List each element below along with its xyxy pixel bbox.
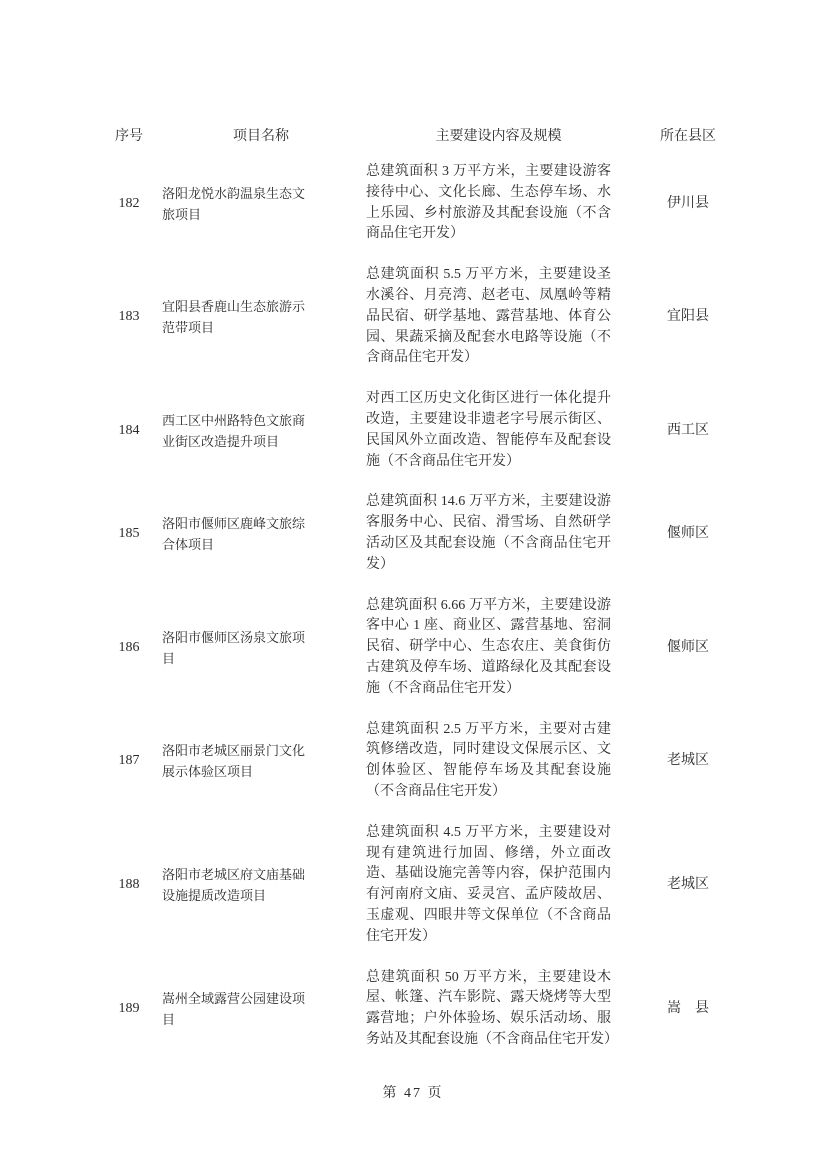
table-row [108,265,826,369]
row-construction-content: 总建筑面积 3 万平方米，主要建设游客接待中心、文化长廊、生态停车场、水上乐园、乡村旅游及其配套设施（不含商品住宅开发） [366,164,611,242]
row-serial-number: 186 [118,639,140,655]
row-serial-number: 183 [118,309,140,325]
table-row [108,823,826,948]
row-district: 老城区 [667,753,709,769]
row-serial-number: 185 [118,525,140,541]
table-row [108,596,826,700]
row-project-name: 洛阳市偃师区鹿峰文旅综合体项目 [162,515,306,552]
row-serial-number: 187 [118,753,140,769]
row-district: 嵩 县 [667,1001,709,1017]
row-construction-content: 总建筑面积 14.6 万平方米，主要建设游客服务中心、民宿、滑雪场、自然研学活动区及其配套设施（不含商品住宅开发） [366,494,611,572]
row-district: 西工区 [667,422,709,438]
row-project-name: 西工区中州路特色文旅商业街区改造提升项目 [162,412,306,449]
table-body [108,162,826,1051]
row-district: 老城区 [667,877,709,893]
row-construction-content: 总建筑面积 5.5 万平方米，主要建设圣水溪谷、月亮湾、赵老屯、凤凰岭等精品民宿、研学基地、露营基地、体育公园、果蔬采摘及配套水电路等设施（不含商品住宅开发） [366,267,611,366]
row-serial-number: 189 [118,1001,140,1017]
table-row [108,968,826,1051]
row-serial-number: 182 [118,195,140,211]
row-construction-content: 总建筑面积 6.66 万平方米，主要建设游客中心 1 座、商业区、露营基地、窑洞民宿、研学中心、生态农庄、美食街仿古建筑及停车场、道路绿化及其配套设施（不含商品住宅开发） [366,597,611,696]
row-project-name: 洛阳市偃师区汤泉文旅项目 [162,629,306,666]
row-construction-content: 总建筑面积 4.5 万平方米，主要建设对现有建筑进行加固、修缮，外立面改造、基础设施完善等内容，保护范围内有河南府文庙、妥灵宫、孟庐陵故居、玉虚观、四眼井等文保单位（不含商品住宅开发） [366,824,611,944]
table-row [108,492,826,575]
row-district: 偃师区 [667,639,709,655]
table-row [108,162,826,245]
row-district: 偃师区 [667,525,709,541]
row-district: 宜阳县 [667,309,709,325]
row-project-name: 洛阳龙悦水韵温泉生态文旅项目 [162,185,306,222]
row-construction-content: 总建筑面积 50 万平方米，主要建设木屋、帐篷、汽车影院、露天烧烤等大型露营地；户外体验场、娱乐活动场、服务站及其配套设施（不含商品住宅开发） [366,969,618,1047]
table-header-row [108,129,826,145]
header-project-name: 项目名称 [233,129,289,144]
table-row [108,389,826,472]
header-district: 所在县区 [660,129,716,144]
row-construction-content: 总建筑面积 2.5 万平方米，主要对古建筑修缮改造，同时建设文保展示区、文创体验区、智能停车场及其配套设施（不含商品住宅开发） [366,721,611,799]
row-project-name: 洛阳市老城区府文庙基础设施提质改造项目 [162,867,306,904]
row-project-name: 宜阳县香鹿山生态旅游示范带项目 [162,299,306,336]
row-serial-number: 188 [118,877,140,893]
row-construction-content: 对西工区历史文化街区进行一体化提升改造，主要建设非遗老字号展示街区、民国风外立面改造、智能停车及配套设施（不含商品住宅开发） [366,391,611,469]
row-project-name: 洛阳市老城区丽景门文化展示体验区项目 [162,743,306,780]
page-number: 第 47 页 [382,1086,444,1101]
row-district: 伊川县 [667,195,709,211]
header-serial-number: 序号 [115,129,143,144]
row-serial-number: 184 [118,422,140,438]
row-project-name: 嵩州全域露营公园建设项目 [162,991,306,1028]
table-row [108,720,826,803]
header-construction-content: 主要建设内容及规模 [435,129,562,144]
